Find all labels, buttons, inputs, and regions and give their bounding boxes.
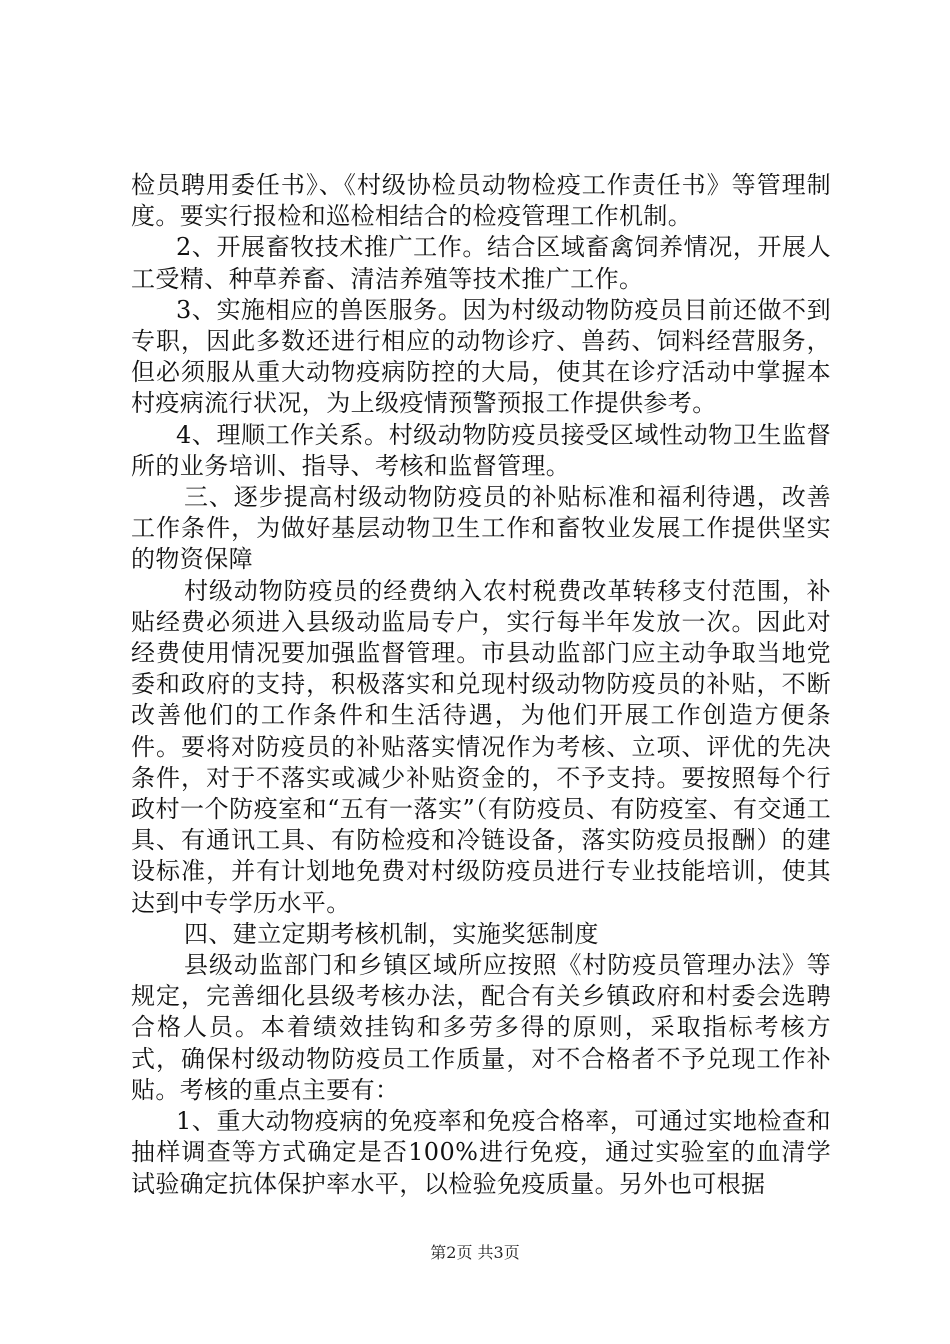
paragraph-assessment-item-1: 1、重大动物疫病的免疫率和免疫合格率，可通过实地检查和抽样调查等方式确定是否100%进行免疫，通过实验室的血清学试验确定抗体保护率水平，以检验免疫质量。另外也可根据 [131,1107,831,1198]
paragraph-funding: 村级动物防疫员的经费纳入农村税费改革转移支付范围，补贴经费必须进入县级动监局专户，实行每半年发放一次。因此对经费使用情况要加强监督管理。市县动监部门应主动争取当地党委和政府的支持，积极落实和兑现村级动物防疫员的补贴，不断改善他们的工作条件和生活待遇，为他们开展工作创造方便条件。要将对防疫员的补贴落实情况作为考核、立项、评优的先决条件，对于不落实或减少补贴资金的，不予支持。要按照每个行政村一个防疫室和“五有一落实”（有防疫员、有防疫室、有交通工具、有通讯工具、有防检疫和冷链设备，落实防疫员报酬）的建设标准，并有计划地免费对村级防疫员进行专业技能培训，使其达到中专学历水平。 [131,576,831,917]
section-heading-4: 四、建立定期考核机制，实施奖惩制度 [184,919,599,948]
paragraph-continuation: 检员聘用委任书》、《村级协检员动物检疫工作责任书》等管理制度。要实行报检和巡检相结合的检疫管理工作机制。 [131,171,831,231]
paragraph-item-4: 4、理顺工作关系。村级动物防疫员接受区域性动物卫生监督所的业务培训、指导、考核和监督管理。 [131,420,831,480]
paragraph-assessment: 县级动监部门和乡镇区域所应按照《村防疫员管理办法》等规定，完善细化县级考核办法，配合有关乡镇政府和村委会选聘合格人员。本着绩效挂钩和多劳多得的原则，采取指标考核方式，确保村级动物防疫员工作质量，对不合格者不予兑现工作补贴。考核的重点主要有： [131,951,831,1104]
page-footer: 第2页 共3页 [430,1243,520,1262]
section-heading-3: 三、逐步提高村级动物防疫员的补贴标准和福利待遇，改善工作条件，为做好基层动物卫生工作和畜牧业发展工作提供坚实的物资保障 [131,483,831,574]
document-body [131,170,831,1200]
paragraph-item-3: 3、实施相应的兽医服务。因为村级动物防疫员目前还做不到专职，因此多数还进行相应的动物诊疗、兽药、饲料经营服务，但必须服从重大动物疫病防控的大局，使其在诊疗活动中掌握本村疫病流行状况，为上级疫情预警预报工作提供参考。 [131,295,831,418]
paragraph-item-2: 2、开展畜牧技术推广工作。结合区域畜禽饲养情况，开展人工受精、种草养畜、清洁养殖等技术推广工作。 [131,233,831,293]
